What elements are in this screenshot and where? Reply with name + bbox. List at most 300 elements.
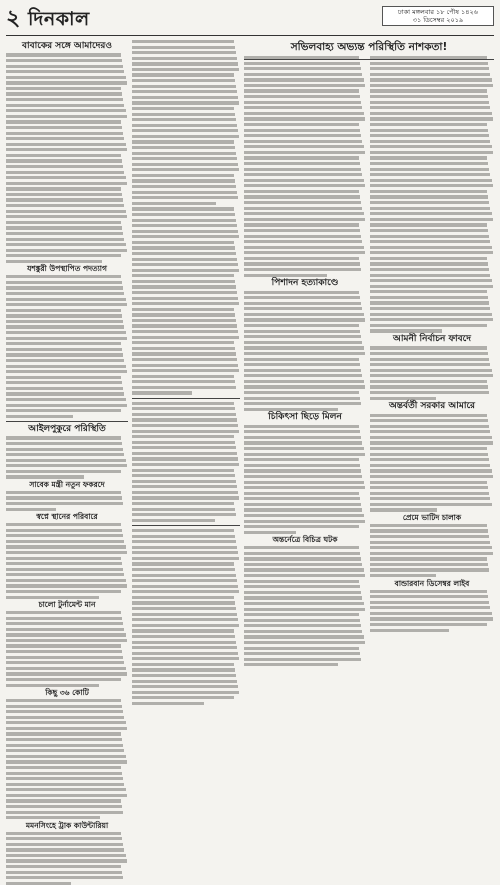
text-line [132,68,239,71]
text-line [370,262,488,265]
text-line [6,523,121,526]
text-line [244,341,362,344]
text-line [6,159,122,162]
column-3 [244,56,366,771]
text-line [370,84,493,87]
text-line [132,152,236,155]
text-line [244,531,296,534]
text-line [370,458,489,461]
newspaper-name: দিনকাল [28,8,90,30]
text-line [132,352,236,355]
text-line [370,497,490,500]
text-line [6,545,126,548]
text-line [132,685,238,688]
text-line [132,568,235,571]
text-line [6,848,124,851]
text-line [244,563,362,566]
text-line [244,436,361,439]
article-body [6,611,128,687]
text-line [6,475,84,478]
text-line [132,402,234,405]
text-line [132,319,236,322]
text-line [6,496,122,499]
text-line [132,263,238,266]
text-line [6,628,124,631]
text-line [132,375,234,378]
text-line [132,274,234,277]
text-line [132,546,237,549]
text-line [370,62,488,65]
text-line [244,296,360,299]
text-line [132,551,238,554]
text-line [132,629,234,632]
text-line [132,435,234,438]
text-line [370,251,493,254]
text-line [244,391,359,394]
text-line [244,464,360,467]
text-line [370,129,488,132]
text-line [6,453,124,456]
text-line [132,418,237,421]
text-line [244,363,360,366]
text-line [6,859,127,862]
text-line [6,143,126,146]
text-line [244,374,362,377]
text-line [244,574,365,577]
text-line [370,568,489,571]
text-line [6,182,127,185]
text-line [6,854,126,857]
text-line [6,611,121,614]
text-line [370,492,489,495]
text-line [6,843,123,846]
text-line [370,257,487,260]
text-line [370,301,489,304]
text-line [6,298,126,301]
text-line [6,772,122,775]
text-line [370,346,487,349]
text-line [132,668,235,671]
text-line [6,409,121,412]
text-line [132,90,237,93]
text-line [244,469,361,472]
text-line [244,408,338,411]
text-line [6,579,126,582]
text-line [244,134,361,137]
text-line [132,219,236,222]
text-line [132,613,237,616]
text-line [132,407,235,410]
text-line [244,497,360,500]
text-line [370,385,488,388]
text-line [132,129,238,132]
text-line [6,777,123,780]
text-line [370,529,488,532]
text-line [132,535,235,538]
text-line [132,285,236,288]
text-line [6,376,121,379]
article-body [132,402,240,522]
text-line [132,191,237,194]
text-line [6,398,126,401]
text-line [6,193,122,196]
text-line [244,397,360,400]
text-line [132,46,235,49]
text-line [244,492,359,495]
text-line [6,678,121,681]
text-line [132,224,237,227]
text-line [132,196,238,199]
text-line [244,608,365,611]
text-line [6,292,124,295]
text-line [6,215,127,218]
article-body [370,524,494,577]
text-line [244,441,362,444]
text-line [132,308,234,311]
text-line [6,710,123,713]
text-line [244,635,364,638]
text-line [6,699,121,702]
text-line [244,568,364,571]
text-line [6,359,124,362]
text-line [370,441,493,444]
text-line [244,168,361,171]
text-line [244,624,361,627]
text-line [132,358,237,361]
text-line [370,535,489,538]
text-line [132,124,237,127]
text-line [132,702,204,705]
text-line [132,469,234,472]
article-body [6,832,128,885]
text-line [370,156,487,159]
text-line [132,101,239,104]
text-line [6,348,122,351]
text-line [6,232,123,235]
text-line [244,235,361,238]
text-line [244,430,360,433]
text-line [6,249,127,252]
text-line [370,274,490,277]
text-line [6,760,127,763]
text-line [6,799,121,802]
text-line [244,67,361,70]
text-line [6,132,123,135]
text-line [244,190,359,193]
text-line [370,324,487,327]
text-line [132,424,238,427]
text-line [6,76,126,79]
text-line [370,67,489,70]
text-line [370,617,493,620]
text-line [132,496,239,499]
text-line [244,257,359,260]
article-body [244,291,366,411]
text-line [370,503,492,506]
text-line [244,246,364,249]
text-line [132,118,236,121]
text-line [132,85,236,88]
text-line [244,117,365,120]
text-line [370,430,490,433]
text-line [132,62,238,65]
text-line [6,98,123,101]
text-line [370,590,487,593]
text-line [6,639,127,642]
text-line [370,240,490,243]
text-line [370,173,490,176]
text-line [132,457,238,460]
article-headline: মমনসিংহে ট্রাক কাউন্টারিয়া [25,820,109,830]
text-line [244,525,359,528]
text-line [370,235,489,238]
text-line [132,230,238,233]
text-line [6,309,121,312]
text-line [132,324,237,327]
text-line [370,246,492,249]
text-line [132,163,238,166]
text-line [6,210,126,213]
text-line [244,514,364,517]
text-line [6,568,123,571]
text-line [6,187,121,190]
text-line [244,447,364,450]
column-2 [132,40,240,771]
text-line [6,154,121,157]
dateline-box [382,6,494,26]
text-line [370,78,492,81]
article-body [6,275,128,418]
text-line [132,313,235,316]
text-line [6,502,123,505]
text-line [6,667,126,670]
text-line [244,223,359,226]
text-line [6,534,123,537]
text-line [244,596,362,599]
article-headline: চিকিৎসা ছিড়ে মিলন [268,412,342,423]
text-line [132,207,234,210]
text-line [244,129,360,132]
text-line [132,674,236,677]
text-line [244,453,365,456]
text-line [244,145,364,148]
text-line [6,882,71,885]
text-line [244,475,362,478]
text-line [132,369,239,372]
article-body [244,546,366,666]
text-line [6,732,121,735]
text-line [370,218,493,221]
text-line [6,70,124,73]
text-line [132,680,237,683]
text-line [6,805,122,808]
text-line [132,657,239,660]
text-line [6,337,127,340]
article-headline: প্রেমে ভাটিদ চালাক [402,512,462,522]
text-line [6,281,122,284]
text-line [6,221,121,224]
article-body [370,56,494,333]
text-line [132,641,236,644]
text-line [132,474,235,477]
text-line [370,207,490,210]
text-line [370,184,493,187]
text-line [6,644,121,647]
text-line [244,546,359,549]
text-line [6,650,122,653]
text-line [132,202,216,205]
text-line [132,635,235,638]
text-line [370,414,487,417]
article-headline: যশঙ্কুরী উপস্থাপিত পদত্যাগ [27,264,107,274]
text-line [6,370,127,373]
text-line [370,123,487,126]
text-line [6,81,127,84]
text-line [6,126,122,129]
text-line [6,381,122,384]
date-line-gregorian: ৩১ ডিসেম্বর ২০১৯ [412,16,464,24]
text-line [6,837,122,840]
text-line [132,157,237,160]
text-line [6,342,121,345]
text-line [6,596,99,599]
text-line [244,346,364,349]
text-line [370,279,492,282]
article-body [244,425,366,534]
text-line [244,140,362,143]
text-line [244,585,360,588]
text-line [132,364,238,367]
text-line [132,174,234,177]
text-line [6,794,127,797]
text-line [370,285,493,288]
text-line [6,871,122,874]
text-line [370,145,492,148]
text-line [132,258,237,261]
text-line [370,223,487,226]
banner-headline: সভিলবাহ্য অভ্যন্ত পরিস্থিতি নাশকতা! [244,40,494,60]
text-line [370,268,489,271]
text-line [370,475,493,478]
text-line [370,397,436,400]
text-line [132,185,236,188]
text-line [370,623,487,626]
text-line [132,607,236,610]
text-line [6,622,123,625]
column-4 [370,56,494,771]
text-line [132,179,235,182]
text-line [6,508,56,511]
text-line [244,352,365,355]
text-line [370,557,487,560]
text-line [6,120,121,123]
date-line-bengali: ঢাকা মঙ্গলবার ১৮ পৌষ ১৪২৬ [398,8,478,16]
text-line [132,624,239,627]
text-line [6,365,126,368]
text-line [132,269,239,272]
text-line [244,458,359,461]
text-line [132,652,238,655]
text-line [6,744,123,747]
text-line [132,540,236,543]
text-line [244,380,364,383]
text-line [6,436,121,439]
text-line [132,391,192,394]
text-line [244,62,360,65]
text-line [132,480,236,483]
text-line [244,162,360,165]
article-headline: বান্ডারবান ডিসেম্বর লাইব [394,578,470,588]
text-line [370,481,487,484]
text-line [6,353,123,356]
text-line [6,557,121,560]
text-line [370,296,488,299]
text-line [6,633,126,636]
text-line [132,441,235,444]
article-headline: বাবাকের সঙ্গে আমাদেরও [22,41,112,51]
text-line [244,302,361,305]
text-line [132,246,235,249]
text-line [370,546,492,549]
text-line [370,89,487,92]
text-line [370,352,488,355]
text-line [370,574,436,577]
text-line [132,297,238,300]
text-line [6,260,102,263]
text-line [370,464,490,467]
text-line [132,336,239,339]
text-line [132,430,239,433]
text-line [370,168,489,171]
text-line [132,557,239,560]
text-line [132,347,235,350]
text-line [244,508,362,511]
text-line [6,459,126,462]
text-line [132,696,234,699]
text-line [244,552,360,555]
text-line [6,92,122,95]
text-line [370,447,487,450]
text-line [244,652,360,655]
text-line [370,201,489,204]
text-line [6,87,121,90]
article-headline: কিছু ৩৬ কোটি [45,688,89,698]
text-line [6,540,124,543]
article-body [6,523,128,599]
text-line [6,115,127,118]
text-line [132,146,235,149]
column-1 [6,40,128,830]
text-line [244,486,365,489]
text-line [244,179,364,182]
text-line [370,563,488,566]
text-line [6,464,127,467]
article-body [370,414,494,512]
text-line [244,101,361,104]
text-line [132,585,238,588]
article-body [132,529,240,705]
column-divider [132,398,240,399]
text-line [132,519,215,522]
article-headline: স্বপ্নে স্থানের পরিবারে [36,512,98,522]
text-line [6,286,123,289]
text-line [244,184,365,187]
text-line [132,113,235,116]
article-body [244,56,366,277]
text-line [370,374,493,377]
text-line [132,590,239,593]
text-line [132,691,239,694]
